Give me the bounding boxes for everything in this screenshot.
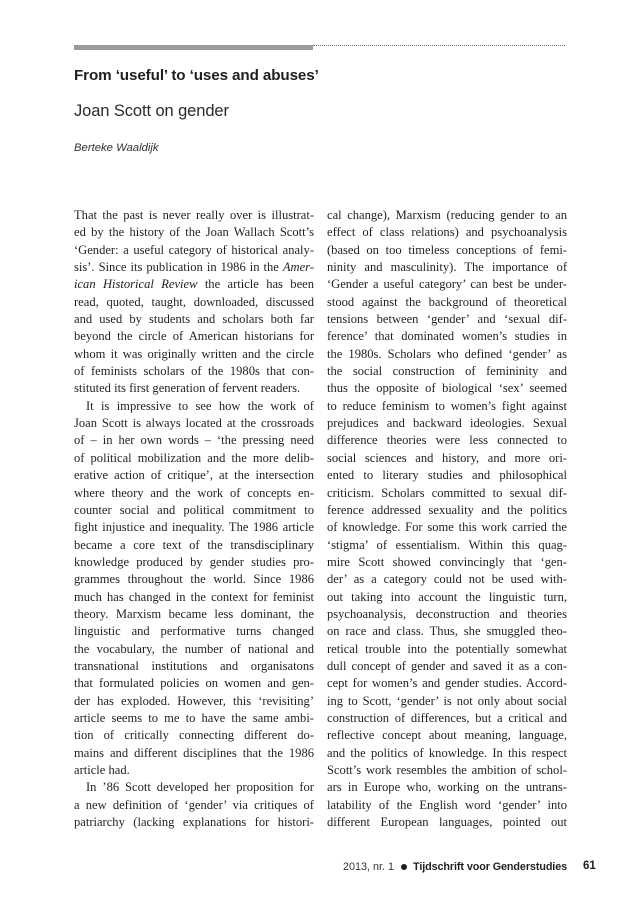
text-line (327, 311, 567, 328)
line-text: tion of critically connecting different do- (74, 728, 314, 743)
line-text: ‘Gender a useful category’ can best be under- (327, 277, 567, 292)
line-text: became a core text of the transdisciplinary (74, 537, 314, 552)
text-line (327, 346, 567, 363)
page-footer (343, 861, 567, 873)
line-text: counter social and political commitment to (74, 502, 314, 517)
line-text: the social construction of femininity and (327, 364, 567, 379)
line-text: dull concept of gender and saved it as a con- (327, 658, 567, 673)
text-line (327, 571, 567, 588)
line-text: knowledge produced by gender studies pro- (74, 554, 314, 569)
line-text: read, quoted, taught, downloaded, discussed (74, 294, 314, 309)
line-text: article seems to me to have the same ambi- (74, 710, 314, 725)
text-line (74, 363, 314, 380)
text-line (74, 623, 314, 640)
body-column-left (74, 207, 314, 831)
journal-title-italic: Amer- (282, 260, 314, 275)
text-line (74, 658, 314, 675)
text-line (74, 727, 314, 744)
line-text: ference’ that dominated women’s studies in (327, 329, 567, 344)
text-line (327, 294, 567, 311)
text-line (74, 589, 314, 606)
line-text: sis’. Since its publication in 1986 in the (74, 260, 283, 275)
line-text: psychoanalysis, deconstruction and theories (327, 606, 567, 621)
text-line (74, 554, 314, 571)
text-line (327, 693, 567, 710)
article-author: Berteke Waaldijk (74, 142, 159, 154)
text-line (74, 346, 314, 363)
line-text: der has exploded. However, this ‘revisiting’ (74, 693, 314, 708)
line-text: construction of differences, but a critical and (327, 710, 567, 725)
line-text: stood against the background of theoretical (327, 294, 567, 309)
text-line (327, 762, 567, 779)
line-text: article had. (74, 763, 130, 777)
journal-name: Tijdschrift voor Genderstudies (413, 861, 568, 873)
text-line (327, 242, 567, 259)
line-text: of feminists scholars of the 1980s that con- (74, 364, 314, 379)
text-line (74, 415, 314, 432)
text-line (327, 276, 567, 293)
line-text: reflective concept about meaning, language, (327, 728, 567, 743)
text-line (327, 224, 567, 241)
header-dotted-rule (313, 45, 565, 46)
header-rule-bar (74, 45, 313, 50)
text-line (74, 328, 314, 345)
text-line (327, 727, 567, 744)
text-line (327, 675, 567, 692)
text-line (327, 207, 567, 224)
line-text: the vocabulary, the number of national and (74, 641, 314, 656)
line-text: theory. Marxism became less dominant, the (74, 606, 314, 621)
line-text: of knowledge. For some this work carried the (327, 520, 567, 535)
line-text: criticism. Scholars committed to sexual dif- (327, 485, 567, 500)
line-text: ference addressed sexuality and the politics (327, 502, 567, 517)
text-line (74, 606, 314, 623)
article-subtitle: Joan Scott on gender (74, 102, 229, 120)
journal-title-italic: ican Historical Review (74, 277, 198, 292)
text-line (74, 762, 314, 779)
line-text: different European languages, pointed out (327, 815, 567, 830)
line-text: of – in her own words – ‘the pressing need (74, 433, 314, 448)
line-text: effect of class relations) and psychoanalysis (327, 225, 567, 240)
line-text: cal change), Marxism (reducing gender to an (327, 208, 567, 222)
text-line (74, 311, 314, 328)
text-line (74, 745, 314, 762)
line-text: much has changed in the context for feminist (74, 589, 314, 604)
line-text: mire Scott showed convincingly that ‘gen- (327, 554, 567, 569)
text-line (74, 571, 314, 588)
line-text: der’ as a category could not be used with- (327, 572, 567, 587)
text-line (74, 398, 314, 415)
line-text: that formulated policies on women and gen- (74, 676, 314, 691)
line-text: retical trouble into the potentially somewhat (327, 641, 567, 656)
line-text: In ’86 Scott developed her proposition for (86, 780, 314, 795)
text-line (327, 328, 567, 345)
line-text: difference theories were less connected to (327, 433, 567, 448)
text-line (74, 224, 314, 241)
line-text: ing to Scott, ‘gender’ is not only about social (327, 693, 567, 708)
line-text: the 1980s. Scholars who defined ‘gender’ as (327, 346, 567, 361)
line-text: linguistic and performative turns changed (74, 624, 314, 639)
text-line (327, 467, 567, 484)
line-text: thus the opposite of biological ‘sex’ seemed (327, 381, 567, 396)
line-text: Scott’s work resembles the ambition of schol- (327, 763, 567, 777)
text-line (327, 485, 567, 502)
text-line (74, 242, 314, 259)
line-text: ars in Europe who, working on the untrans- (327, 780, 567, 795)
line-text: out taking into account the linguistic turn, (327, 589, 567, 604)
line-text: erative action of critique’, at the intersection (74, 468, 314, 483)
line-text: patriarchy (lacking explanations for histori- (74, 815, 314, 830)
text-line (327, 589, 567, 606)
text-line (327, 502, 567, 519)
text-line (74, 779, 314, 796)
line-text: a new definition of ‘gender’ via critiques of (74, 797, 314, 812)
line-text: and the politics of knowledge. In this respect (327, 745, 567, 760)
line-text: whom it was originally written and the circle (74, 346, 314, 361)
text-line (327, 432, 567, 449)
text-line (327, 554, 567, 571)
line-text: ented to literary studies and philosophical (327, 468, 567, 483)
line-text: (based on too timeless conceptions of femi- (327, 242, 567, 257)
line-text: fight injustice and inequality. The 1986 article (74, 520, 314, 535)
line-text: latability of the English word ‘gender’ into (327, 797, 567, 812)
text-line (327, 519, 567, 536)
issue-label: 2013, nr. 1 (343, 861, 395, 873)
text-line (74, 380, 314, 397)
text-line (74, 519, 314, 536)
text-line (327, 380, 567, 397)
line-text: It is impressive to see how the work of (86, 398, 314, 413)
text-line (74, 502, 314, 519)
text-line (74, 432, 314, 449)
line-text: ninity and masculinity). The importance of (327, 260, 567, 275)
text-line (327, 641, 567, 658)
text-line (74, 797, 314, 814)
line-text: transnational institutions and organisatons (74, 658, 314, 673)
text-line (74, 641, 314, 658)
line-text: beyond the circle of American historians for (74, 329, 314, 344)
line-text: ‘Gender: a useful category of historical analy- (74, 242, 314, 257)
line-text: of political mobilization and the more delib- (74, 450, 314, 465)
text-line (74, 710, 314, 727)
line-text: and used by students and scholars both far (74, 312, 314, 327)
line-text: grammes throughout the world. Since 1986 (74, 572, 314, 587)
line-text: tensions between ‘gender’ and ‘sexual dif- (327, 312, 567, 327)
text-line (74, 450, 314, 467)
text-line (327, 259, 567, 276)
text-line (74, 537, 314, 554)
text-line (74, 485, 314, 502)
text-line (327, 745, 567, 762)
article-title: From ‘useful’ to ‘uses and abuses’ (74, 67, 319, 84)
text-line (327, 606, 567, 623)
line-text: prejudices and backward ideologies. Sexual (327, 416, 567, 431)
text-line (74, 814, 314, 831)
line-text: the article has been (197, 277, 314, 292)
line-text: mains and different disciplines that the 1986 (74, 745, 314, 760)
text-line (327, 398, 567, 415)
text-line (74, 693, 314, 710)
line-text: Joan Scott is always located at the crossroads (74, 416, 314, 431)
body-column-right (327, 207, 567, 831)
text-line (327, 779, 567, 796)
line-text: cept for women’s and gender studies. Accord- (327, 676, 567, 691)
line-text: on race and class. Thus, she smuggled theo- (327, 624, 567, 639)
text-line (327, 537, 567, 554)
line-text: ‘stigma’ of essentialism. Within this quag- (327, 537, 567, 552)
bullet-icon (401, 864, 407, 870)
text-line (327, 363, 567, 380)
line-text: social sciences and history, and more ori- (327, 450, 567, 465)
text-line (327, 623, 567, 640)
page-number: 61 (583, 860, 596, 872)
text-line (327, 797, 567, 814)
text-line (74, 294, 314, 311)
line-text: stituted its first generation of fervent readers. (74, 381, 301, 396)
text-line (327, 658, 567, 675)
line-text: where theory and the work of concepts en- (74, 485, 314, 500)
text-line (74, 276, 314, 293)
line-text: That the past is never really over is illustrat- (74, 208, 314, 222)
text-line (74, 207, 314, 224)
text-line (327, 450, 567, 467)
line-text: ed by the history of the Joan Wallach Scott’s (74, 225, 314, 240)
text-line (327, 710, 567, 727)
text-line (327, 814, 567, 831)
text-line (74, 675, 314, 692)
line-text: to reduce feminism to women’s fight against (327, 398, 567, 413)
text-line (74, 259, 314, 276)
text-line (74, 467, 314, 484)
text-line (327, 415, 567, 432)
